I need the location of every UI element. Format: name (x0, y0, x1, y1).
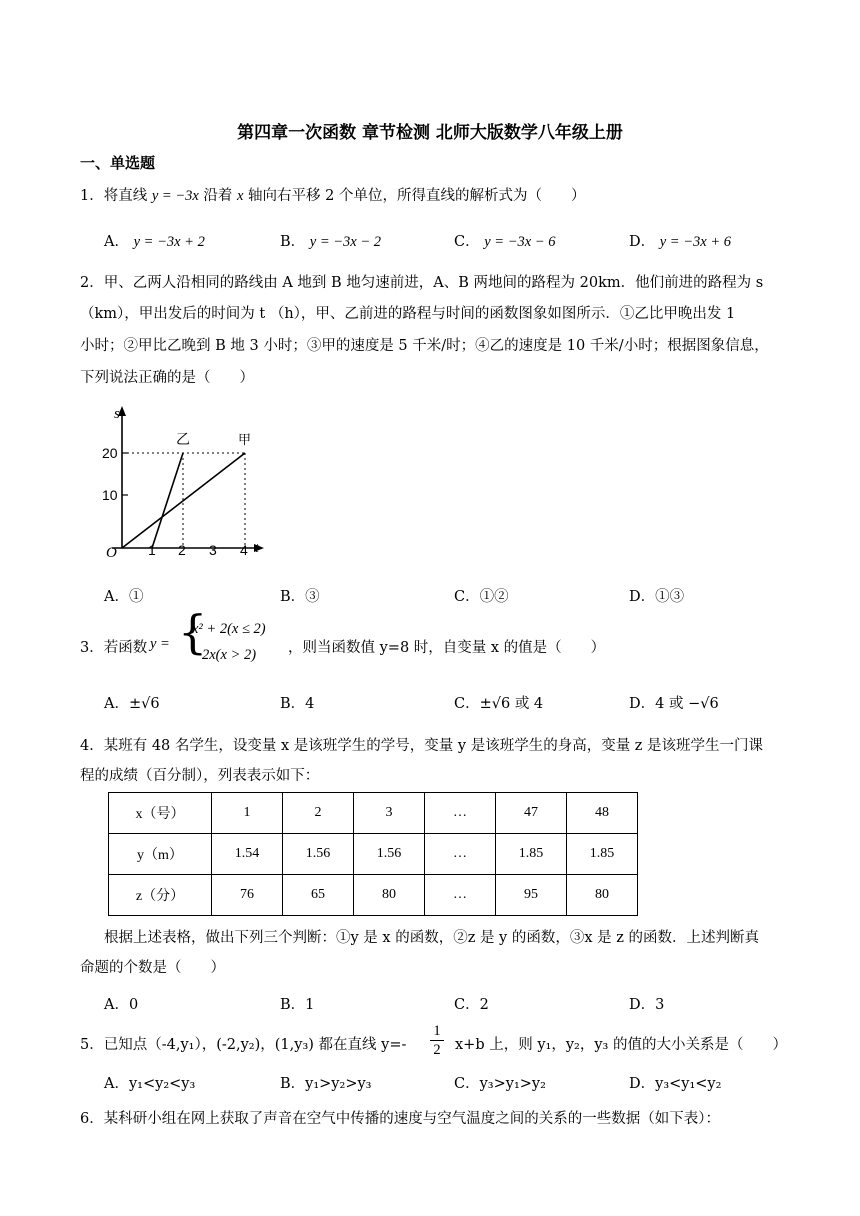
q2-line-2: （km），甲出发后的时间为 t （h），甲、乙前进的路程与时间的函数图象如图所示．①乙比甲晚出发 1 (80, 306, 736, 322)
table-cell: 76 (212, 875, 283, 916)
option-letter: C． (454, 234, 480, 250)
option-expr: y = −3x + 6 (659, 234, 731, 250)
q3-option-a[interactable]: A．±√6 (104, 696, 160, 712)
q3-suffix: ，则当函数值 y=8 时，自变量 x 的值是（ ） (288, 640, 606, 656)
table-cell: 1.85 (567, 834, 638, 875)
q1-math-b: x (237, 188, 244, 204)
option-letter: D． (629, 234, 656, 250)
table-cell: 1.56 (283, 834, 354, 875)
q4-option-b[interactable]: B．1 (280, 997, 315, 1013)
y-tick-20: 20 (102, 445, 118, 461)
q5-suffix: x+b 上，则 y₁，y₂，y₃ 的值的大小关系是（ ） (455, 1037, 787, 1053)
q1-option-b[interactable] (280, 230, 381, 251)
table-row (109, 875, 638, 916)
table-cell: 48 (567, 793, 638, 834)
option-letter: A． (104, 234, 129, 250)
data-table (108, 792, 638, 916)
q1-text-a: 1．将直线 (80, 188, 152, 204)
section-heading: 一、单选题 (80, 154, 156, 172)
q3-y-equals: y = (150, 636, 170, 652)
q4-option-c[interactable]: C．2 (454, 997, 489, 1013)
x-tick-3: 3 (209, 542, 217, 558)
q5-fraction (430, 1022, 444, 1059)
table-row (109, 834, 638, 875)
q1-option-d[interactable] (629, 230, 731, 251)
x-tick-2: 2 (178, 542, 186, 558)
q2-option-b[interactable]: B．③ (280, 589, 320, 605)
q1-text-c: 轴向右平移 2 个单位，所得直线的解析式为（ ） (243, 188, 586, 204)
x-tick-4: 4 (240, 542, 248, 558)
q4-option-a[interactable]: A．0 (104, 997, 139, 1013)
table-cell: 1 (212, 793, 283, 834)
question-1 (80, 183, 586, 209)
option-letter: B． (280, 234, 306, 250)
distance-time-graph (98, 400, 273, 570)
q5-option-b[interactable]: B．y₁>y₂>y₃ (280, 1076, 372, 1092)
q3-option-b[interactable]: B．4 (280, 696, 315, 712)
q3-option-c[interactable]: C．±√6 或 4 (454, 696, 544, 712)
q3-prefix: 3．若函数 (80, 640, 148, 656)
table-cell: … (425, 875, 496, 916)
q4-after-2: 命题的个数是（ ） (80, 960, 225, 976)
q3-piece-2: 2x(x > 2) (202, 647, 257, 663)
q5-option-d[interactable]: D．y₃<y₁<y₂ (629, 1076, 722, 1092)
q2-line-4: 下列说法正确的是（ ） (80, 370, 254, 386)
q4-option-d[interactable]: D．3 (629, 997, 665, 1013)
x-tick-1: 1 (148, 542, 156, 558)
line-yi (152, 453, 183, 548)
table-cell: 3 (354, 793, 425, 834)
table-cell: y（m） (109, 834, 212, 875)
q4-line-1: 4．某班有 48 名学生，设变量 x 是该班学生的学号，变量 y 是该班学生的身高，变量 z 是该班学生一门课 (80, 738, 764, 754)
table-cell: 2 (283, 793, 354, 834)
table-row (109, 793, 638, 834)
option-expr: y = −3x − 6 (484, 234, 556, 250)
q5-option-c[interactable]: C．y₃>y₁>y₂ (454, 1076, 546, 1092)
q2-option-c[interactable]: C．①② (454, 589, 509, 605)
table-cell: … (425, 793, 496, 834)
fraction-denominator: 2 (433, 1042, 441, 1058)
q6-line: 6．某科研小组在网上获取了声音在空气中传播的速度与空气温度之间的关系的一些数据（如下表）： (80, 1111, 720, 1127)
option-expr: y = −3x − 2 (309, 234, 381, 250)
q1-option-a[interactable] (104, 230, 205, 251)
table-cell: z（分） (109, 875, 212, 916)
table-cell: 80 (354, 875, 425, 916)
q1-option-c[interactable] (454, 230, 555, 251)
q2-option-a[interactable]: A．① (104, 589, 144, 605)
table-cell: 65 (283, 875, 354, 916)
y-axis-label: s (114, 406, 120, 422)
q2-option-d[interactable]: D．①③ (629, 589, 685, 605)
q4-line-2: 程的成绩（百分制），列表表示如下： (80, 768, 320, 784)
x-axis-label: t (255, 541, 259, 556)
page-title: 第四章一次函数 章节检测 北师大版数学八年级上册 (237, 123, 623, 143)
table-cell: 1.56 (354, 834, 425, 875)
table-cell: 1.54 (212, 834, 283, 875)
table-cell: 1.85 (496, 834, 567, 875)
label-jia: 甲 (238, 433, 252, 448)
table-cell: 80 (567, 875, 638, 916)
q4-after-1: 根据上述表格，做出下列三个判断：①y 是 x 的函数，②z 是 y 的函数，③x 是 z 的函数．上述判断真 (104, 930, 759, 946)
q1-math-a: y = −3x (151, 188, 199, 204)
table-cell: 95 (496, 875, 567, 916)
brace-icon: { (178, 605, 208, 659)
q5-prefix: 5．已知点（-4,y₁），(-2,y₂)，(1,y₃) 都在直线 y=- (80, 1037, 407, 1053)
label-yi: 乙 (176, 432, 190, 448)
q3-option-d[interactable]: D．4 或 −√6 (629, 696, 719, 712)
q1-text-b: 沿着 (198, 188, 238, 204)
q3-piece-1: x² + 2(x ≤ 2) (192, 621, 266, 637)
q5-option-a[interactable]: A．y₁<y₂<y₃ (104, 1076, 196, 1092)
table-cell: … (425, 834, 496, 875)
origin-label: O (106, 545, 117, 561)
table-cell: 47 (496, 793, 567, 834)
table-cell: x（号） (109, 793, 212, 834)
q2-line-3: 小时；②甲比乙晚到 B 地 3 小时；③甲的速度是 5 千米/时；④乙的速度是 10 千米/小时；根据图象信息， (80, 338, 769, 354)
fraction-numerator: 1 (430, 1022, 444, 1041)
q2-line-1: 2．甲、乙两人沿相同的路线由 A 地到 B 地匀速前进，A、B 两地间的路程为 20km．他们前进的路程为 s (80, 275, 764, 291)
option-expr: y = −3x + 2 (133, 234, 205, 250)
y-tick-10: 10 (102, 487, 118, 503)
